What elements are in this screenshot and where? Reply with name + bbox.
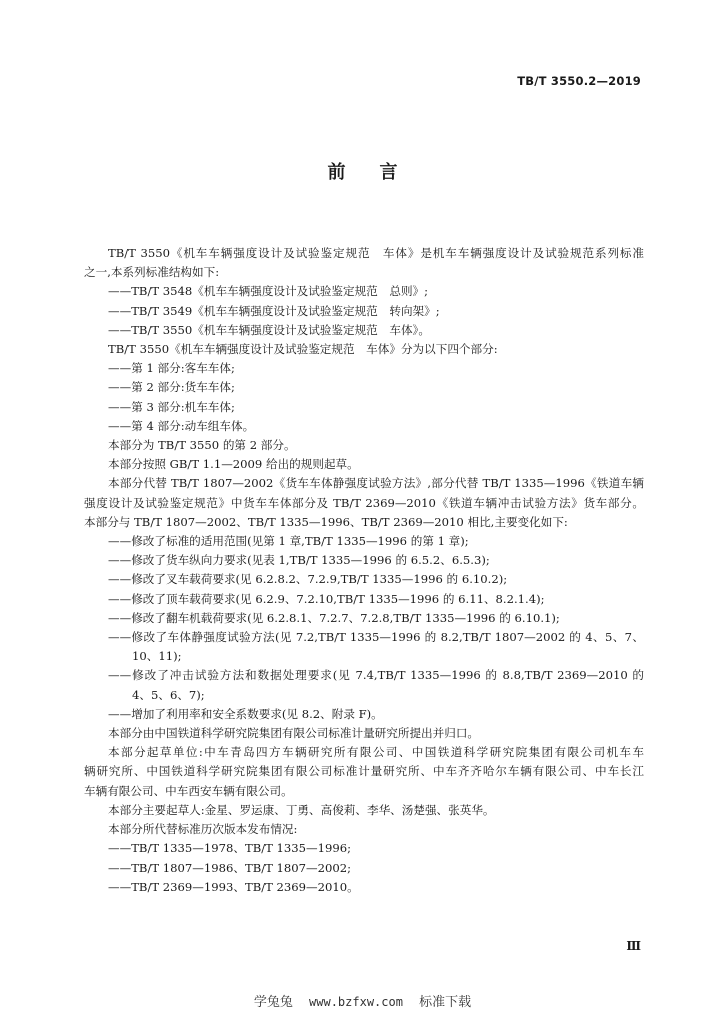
text-line: ——第 2 部分:货车车体; xyxy=(108,380,235,395)
text-line: 本部分所代替标准历次版本发布情况: xyxy=(108,822,298,837)
text-line: ——修改了车体静强度试验方法(见 7.2,TB/T 1335—1996 的 8.2,TB/T 1807—2002 的 4、5、7、 xyxy=(108,630,644,645)
text-line: ——TB/T 3548《机车车辆强度设计及试验鉴定规范 总则》; xyxy=(108,284,429,299)
text-line: ——修改了货车纵向力要求(见表 1,TB/T 1335—1996 的 6.5.2、6.5.3); xyxy=(108,553,490,568)
text-line: ——第 3 部分:机车车体; xyxy=(108,399,235,414)
page-number: Ⅲ xyxy=(626,939,641,953)
text-line: TB/T 3550《机车车辆强度设计及试验鉴定规范 车体》是机车车辆强度设计及试验规范系列标准 xyxy=(108,246,644,260)
text-line: 本部分起草单位:中车青岛四方车辆研究所有限公司、中国铁道科学研究院集团有限公司机车车 xyxy=(108,745,644,760)
text-line: 辆研究所、中国铁道科学研究院集团有限公司标准计量研究所、中车齐齐哈尔车辆有限公司、中车长江 xyxy=(84,764,644,779)
text-line: 本部分与 TB/T 1807—2002、TB/T 1335—1996、TB/T 2369—2010 相比,主要变化如下: xyxy=(84,514,568,529)
text-line: 强度设计及试验鉴定规范》中货车车体部分及 TB/T 2369—2010《铁道车辆冲击试验方法》货车部分。 xyxy=(84,495,644,510)
watermark-tagline: 标准下载 xyxy=(419,995,472,1010)
text-line: 本部分由中国铁道科学研究院集团有限公司标准计量研究所提出并归口。 xyxy=(108,726,480,741)
text-line: 10、11); xyxy=(132,649,182,664)
text-line: ——第 4 部分:动车组车体。 xyxy=(108,418,255,433)
text-line: 4、5、6、7); xyxy=(132,687,205,702)
text-line: ——修改了标准的适用范围(见第 1 章,TB/T 1335—1996 的第 1 章); xyxy=(108,534,469,549)
text-line: 车辆有限公司、中车西安车辆有限公司。 xyxy=(84,783,293,798)
text-line: 本部分代替 TB/T 1807—2002《货车车体静强度试验方法》,部分代替 TB/T 1335—1996《铁道车辆 xyxy=(108,476,644,491)
text-line: ——第 1 部分:客车车体; xyxy=(108,361,235,376)
text-line: ——增加了利用率和安全系数要求(见 8.2、附录 F)。 xyxy=(108,706,383,721)
foreword-body xyxy=(84,244,644,897)
text-line: 本部分按照 GB/T 1.1—2009 给出的规则起草。 xyxy=(108,457,359,472)
text-line: ——TB/T 3549《机车车辆强度设计及试验鉴定规范 转向架》; xyxy=(108,303,440,318)
standard-code: TB/T 3550.2—2019 xyxy=(517,74,641,88)
footer-watermark xyxy=(0,991,725,1010)
text-line: ——TB/T 2369—1993、TB/T 2369—2010。 xyxy=(108,879,359,894)
text-line: 本部分为 TB/T 3550 的第 2 部分。 xyxy=(108,438,296,453)
page-title: 前言 xyxy=(327,162,432,183)
text-line: ——TB/T 3550《机车车辆强度设计及试验鉴定规范 车体》。 xyxy=(108,322,430,337)
text-line: 本部分主要起草人:金星、罗运康、丁勇、高俊莉、李华、汤楚强、张英华。 xyxy=(108,802,495,817)
text-line: ——修改了翻车机载荷要求(见 6.2.8.1、7.2.7、7.2.8,TB/T 1335—1996 的 6.10.1); xyxy=(108,610,560,625)
watermark-url[interactable]: www.bzfxw.com xyxy=(309,995,403,1009)
text-line: 之一,本系列标准结构如下: xyxy=(84,265,220,280)
watermark-brand: 学兔兔 xyxy=(253,995,293,1010)
text-line: ——修改了叉车载荷要求(见 6.2.8.2、7.2.9,TB/T 1335—1996 的 6.10.2); xyxy=(108,572,508,587)
text-line: ——修改了冲击试验方法和数据处理要求(见 7.4,TB/T 1335—1996 的 8.8,TB/T 2369—2010 的 xyxy=(108,668,644,683)
text-line: TB/T 3550《机车车辆强度设计及试验鉴定规范 车体》分为以下四个部分: xyxy=(108,342,498,357)
text-line: ——TB/T 1807—1986、TB/T 1807—2002; xyxy=(108,860,352,875)
text-line: ——TB/T 1335—1978、TB/T 1335—1996; xyxy=(108,841,352,856)
text-line: ——修改了顶车载荷要求(见 6.2.9、7.2.10,TB/T 1335—1996 的 6.11、8.2.1.4); xyxy=(108,591,545,606)
